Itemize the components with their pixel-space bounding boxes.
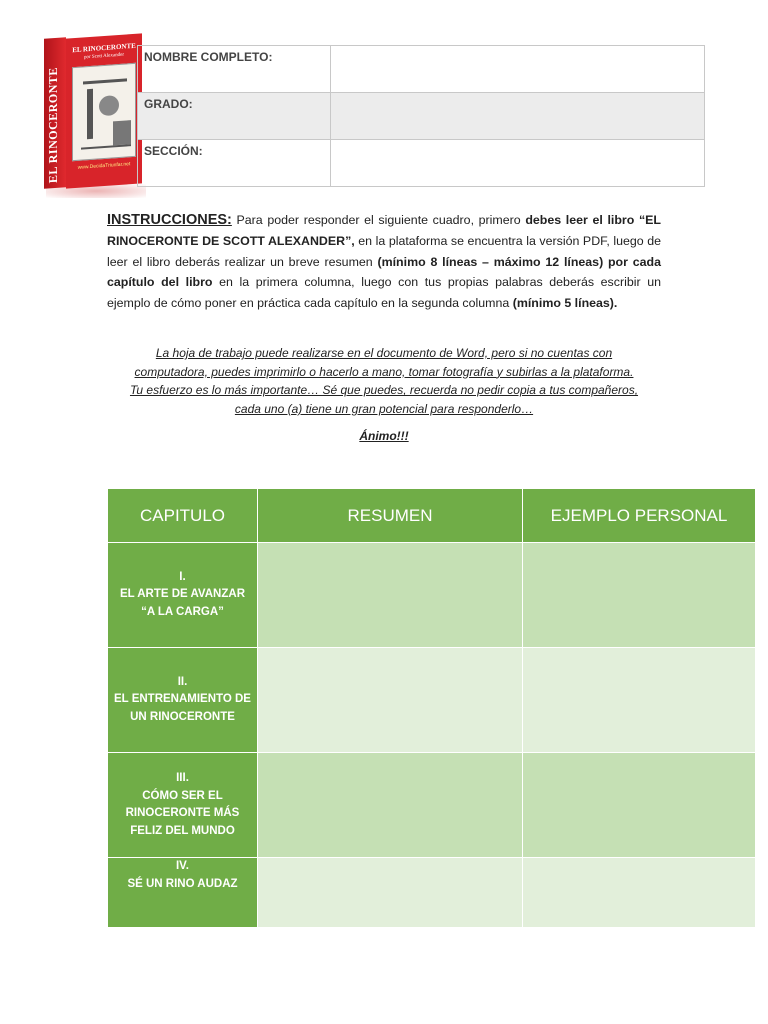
chapter-title-line: RINOCERONTE MÁS: [125, 807, 240, 819]
note-line-3: Tu esfuerzo es lo más importante… Sé que puedes, recuerda no pedir copia a tus compañeros,: [129, 383, 639, 398]
chapter-cell: [108, 858, 258, 928]
chapter-title-line: SÉ UN RINO AUDAZ: [127, 877, 238, 890]
chapter-title-line: EL ENTRENAMIENTO DE: [114, 693, 251, 706]
chapter-number: I.: [179, 570, 186, 583]
instructions-bold-3: (mínimo 5 líneas).: [512, 296, 618, 311]
instructions-bold-1: debes leer el libro “EL RINOCERONTE DE SCOTT ALEXANDER”,: [107, 213, 661, 248]
book-cover-url: www.DecidaTriunfar.net: [77, 161, 131, 171]
grade-label: GRADO:: [138, 93, 331, 140]
chapter-cell: [108, 753, 258, 858]
chapter-cell: [108, 648, 258, 753]
chapter-title-line: UN RINOCERONTE: [130, 710, 235, 723]
resumen-cell[interactable]: [258, 648, 523, 753]
resumen-cell[interactable]: [258, 858, 523, 928]
note-line-4: cada uno (a) tiene un gran potencial para responderlo…: [234, 402, 534, 417]
header-resumen: RESUMEN: [258, 489, 523, 543]
instructions-paragraph: [107, 210, 661, 314]
chapter-number: III.: [176, 772, 189, 784]
worksheet-note: [107, 344, 661, 419]
section-field[interactable]: [331, 140, 705, 187]
chapters-header-row: [108, 489, 756, 543]
book-cover-illustration: [72, 63, 136, 161]
name-row: [138, 46, 705, 93]
ejemplo-cell[interactable]: [523, 753, 756, 858]
chapter-number: IV.: [175, 860, 189, 872]
table-row: [108, 858, 756, 928]
chapter-title-line: CÓMO SER EL: [142, 789, 223, 802]
book-spine: [44, 37, 66, 189]
book-spine-title: EL RINOCERONTE: [46, 66, 60, 184]
instructions-text-1: Para poder responder el siguiente cuadro, primero: [231, 213, 526, 227]
chapter-number: II.: [177, 675, 188, 688]
instructions-heading: INSTRUCCIONES:: [107, 212, 232, 228]
chapter-title-line: FELIZ DEL MUNDO: [130, 824, 235, 837]
grade-field[interactable]: [331, 93, 705, 140]
student-info-table: [137, 45, 705, 187]
note-line-1: La hoja de trabajo puede realizarse en el documento de Word, pero si no cuentas con: [155, 346, 613, 360]
section-row: [138, 140, 705, 187]
table-row: [108, 753, 756, 858]
book-cover-author: por Scott Alexander: [84, 52, 124, 61]
instructions-text-3: en la primera columna, luego con tus propias palabras deberás escribir un ejemplo de cómo poner en práctica cada capítulo en la segunda columna: [107, 275, 661, 311]
chapter-title-line: EL ARTE DE AVANZAR: [119, 588, 245, 601]
ejemplo-cell[interactable]: [523, 648, 756, 753]
chapter-cell: [108, 543, 258, 648]
chapters-table: [107, 488, 756, 928]
resumen-cell[interactable]: [258, 543, 523, 648]
closing-encouragement: Ánimo!!!: [359, 429, 409, 443]
book-front-cover: [66, 33, 142, 188]
name-label: NOMBRE COMPLETO:: [138, 46, 331, 93]
table-row: [108, 543, 756, 648]
header-capitulo: CAPITULO: [108, 489, 258, 543]
chapter-title-line: “A LA CARGA”: [141, 605, 224, 618]
book-cover-image: [20, 34, 144, 196]
book-cover-title: EL RINOCERONTE: [72, 41, 136, 55]
instructions-text-2: en la plataforma se encuentra la versión PDF, luego de leer el libro deberás realizar un breve resumen: [107, 233, 661, 269]
header-ejemplo-personal: EJEMPLO PERSONAL: [523, 489, 756, 543]
ejemplo-cell[interactable]: [523, 543, 756, 648]
instructions-bold-2: (mínimo 8 líneas – máximo 12 líneas) por cada capítulo del libro: [107, 254, 661, 290]
table-row: [108, 648, 756, 753]
resumen-cell[interactable]: [258, 753, 523, 858]
grade-row: [138, 93, 705, 140]
note-line-2: computadora, puedes imprimirlo o hacerlo a mano, tomar fotografía y subirlas a la plataforma.: [134, 364, 634, 379]
ejemplo-cell[interactable]: [523, 858, 756, 928]
name-field[interactable]: [331, 46, 705, 93]
section-label: SECCIÓN:: [138, 140, 331, 187]
